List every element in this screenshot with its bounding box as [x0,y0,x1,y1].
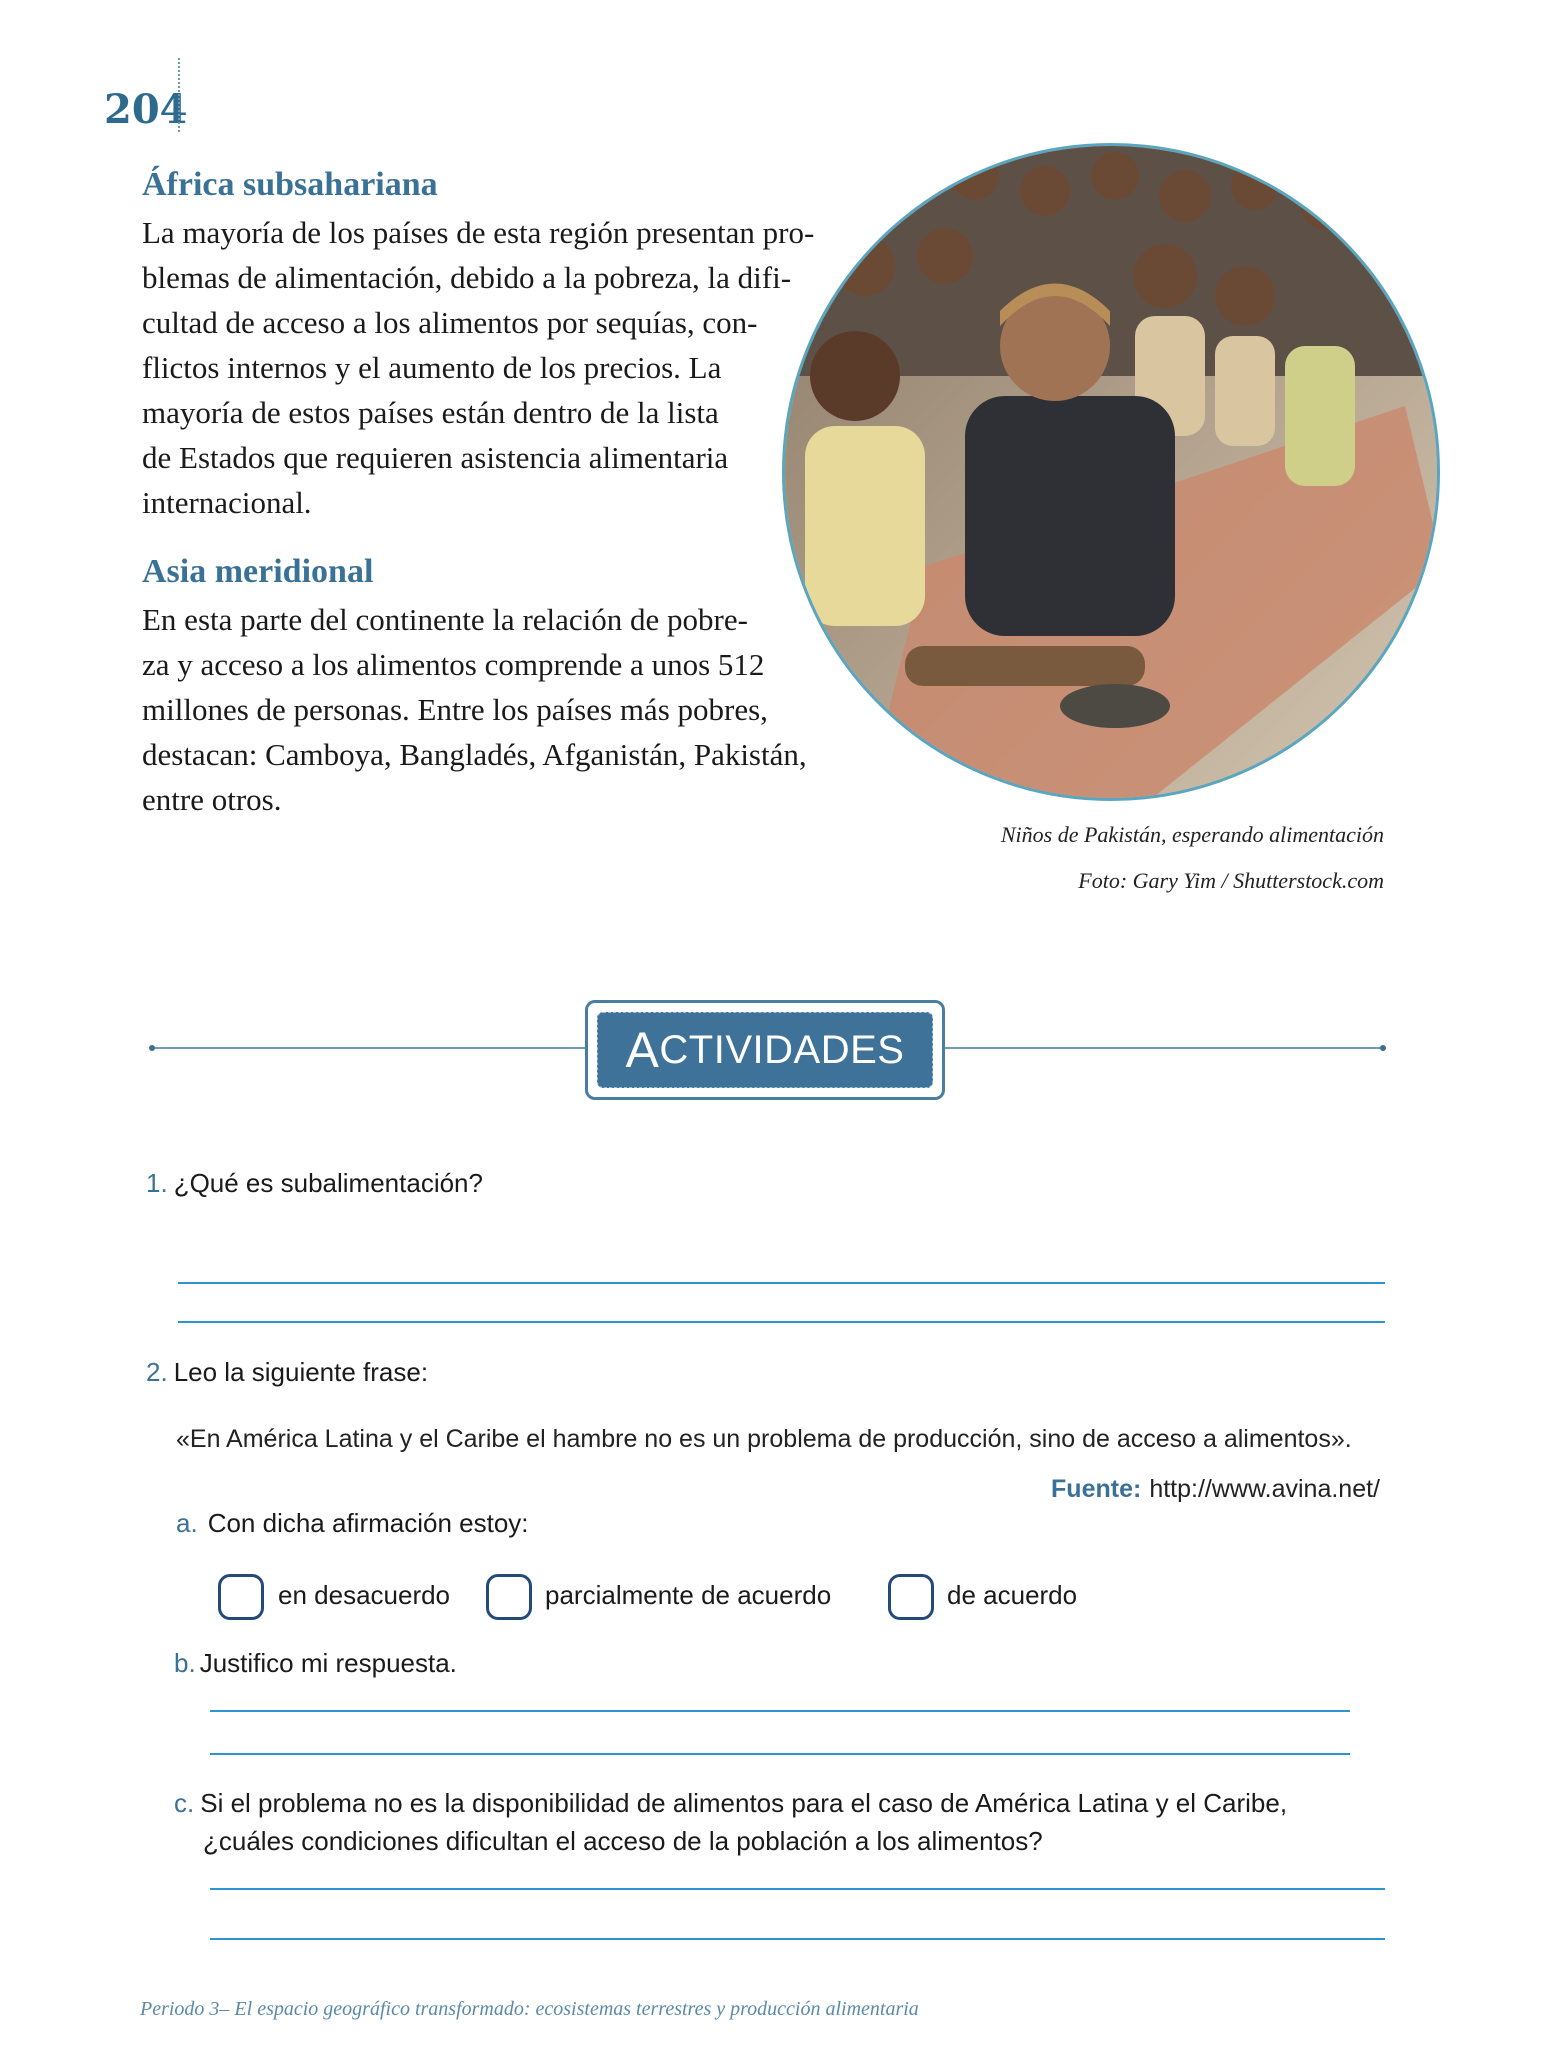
question-text: Leo la siguiente frase: [173,1357,429,1387]
question-2b [174,1648,457,1679]
subquestion-text: Con dicha afirmación estoy: [207,1508,529,1538]
option-label-parcialmente-de-acuerdo: parcialmente de acuerdo [545,1580,832,1610]
banner-dot-left [149,1045,155,1051]
paragraph-africa [142,210,852,525]
children-photo [782,143,1440,801]
checkbox-parcialmente-de-acuerdo[interactable] [486,1574,532,1620]
option-label-en-desacuerdo: en desacuerdo [278,1580,451,1610]
children-photo-illustration [785,146,1440,801]
text-line: mayoría de estos países están dentro de la lista [142,395,719,430]
text-line: de Estados que requieren asistencia alimentaria [142,440,729,475]
question-2c [174,1788,1287,1819]
source-label: Fuente: [1051,1475,1142,1503]
text-line: za y acceso a los alimentos comprende a unos 512 [142,647,765,682]
subquestion-text: Justifico mi respuesta. [199,1648,457,1678]
question-number: 1. [146,1168,168,1198]
banner-dot-right [1380,1045,1386,1051]
text-line: entre otros. [142,782,282,817]
question-text: ¿Qué es subalimentación? [173,1168,483,1198]
heading-africa-subsahariana: África subsahariana [142,166,438,203]
question-number: 2. [146,1357,168,1387]
source-url: http://www.avina.net/ [1149,1475,1380,1503]
text-line: internacional. [142,485,312,520]
checkbox-de-acuerdo[interactable] [888,1574,934,1620]
photo-credit: Foto: Gary Yim / Shutterstock.com [1078,868,1384,893]
source-line [1051,1475,1380,1504]
actividades-title-initial: A [625,1022,660,1078]
answer-line[interactable] [210,1938,1385,1940]
text-line: flictos internos y el aumento de los precios. La [142,350,722,385]
actividades-title-rest: CTIVIDADES [659,1027,905,1072]
quote-text: «En América Latina y el Caribe el hambre no es un problema de producción, sino de acceso a alimentos». [176,1425,1352,1453]
option-label-de-acuerdo: de acuerdo [947,1580,1078,1610]
text-line: blemas de alimentación, debido a la pobreza, la difi- [142,260,792,295]
answer-line[interactable] [210,1888,1385,1890]
answer-line[interactable] [178,1282,1385,1284]
answer-line[interactable] [210,1753,1350,1755]
text-line: millones de personas. Entre los países más pobres, [142,692,768,727]
text-line: En esta parte del continente la relación de pobre- [142,602,748,637]
question-2 [146,1357,428,1388]
text-line: destacan: Camboya, Bangladés, Afganistán, Pakistán, [142,737,807,772]
checkbox-en-desacuerdo[interactable] [218,1574,264,1620]
banner-rule-left [152,1047,585,1049]
heading-asia-meridional: Asia meridional [142,553,374,590]
answer-line[interactable] [210,1710,1350,1712]
subquestion-text-line1: Si el problema no es la disponibilidad de alimentos para el caso de América Latina y el Caribe, [200,1788,1288,1818]
question-2a [176,1508,529,1539]
banner-rule-right [945,1047,1383,1049]
subquestion-label: b. [174,1648,196,1678]
question-1 [146,1168,483,1199]
subquestion-label: a. [176,1508,198,1538]
page-number-divider [178,58,180,132]
text-line: La mayoría de los países de esta región presentan pro- [142,215,815,250]
page-number: 204 [104,86,188,133]
answer-line[interactable] [178,1321,1385,1323]
photo-caption: Niños de Pakistán, esperando alimentación [1000,822,1384,847]
paragraph-asia [142,597,852,822]
subquestion-label: c. [174,1788,195,1818]
page-footer: Periodo 3– El espacio geográfico transformado: ecosistemas terrestres y producción alimentaria [140,1998,919,2020]
text-line: cultad de acceso a los alimentos por sequías, con- [142,305,758,340]
actividades-title [597,1012,933,1088]
question-2c-continued: ¿cuáles condiciones dificultan el acceso de la población a los alimentos? [203,1826,1043,1856]
